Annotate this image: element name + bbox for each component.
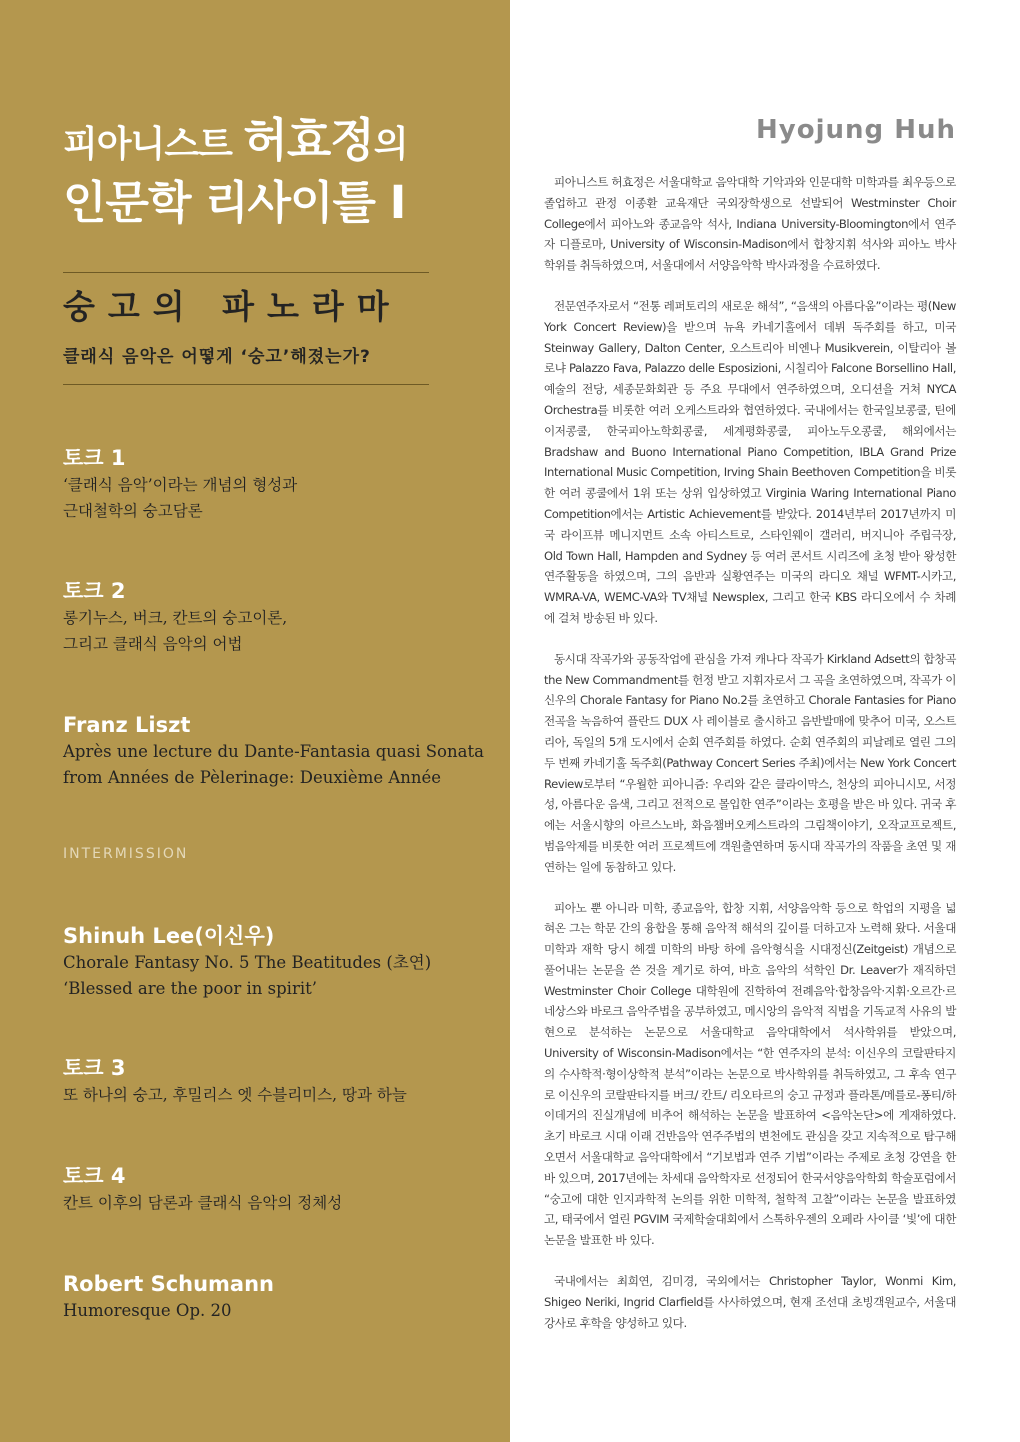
program-item-heading: 토크 4 (63, 1164, 126, 1188)
program-item-shinuh-lee (63, 922, 483, 1002)
recital-title-line1 (63, 113, 408, 167)
program-item-line: 칸트 이후의 담론과 클래식 음악의 정체성 (63, 1194, 343, 1212)
program-item-heading: 토크 2 (63, 579, 126, 603)
program-item-heading: 토크 3 (63, 1056, 126, 1080)
intermission-label: INTERMISSION (63, 846, 189, 862)
program-item-line: 또 하나의 숭고, 후밀리스 엣 수블리미스, 땅과 하늘 (63, 1086, 407, 1104)
program-item-line: ‘클래식 음악’이라는 개념의 형성과 (63, 476, 298, 494)
program-tagline: 클래식 음악은 어떻게 ‘숭고’해졌는가? (63, 347, 371, 367)
biography-panel (510, 0, 1020, 1442)
biography-title: Hyojung Huh (756, 115, 956, 145)
program-item-schumann (63, 1270, 483, 1324)
program-item-line: Après une lecture du Dante-Fantasia quasi Sonata (63, 742, 484, 761)
program-item-heading: Franz Liszt (63, 713, 191, 737)
title-suffix: 의 (373, 124, 408, 165)
bio-paragraph: 피아니스트 허효정은 서울대학교 음악대학 기악과와 인문대학 미학과를 최우등으로 졸업하고 관정 이종환 교육재단 국외장학생으로 선발되어 Westminster Choir College에서 피아노와 종교음악 석사, Indiana University-Bloomington에서 연주자 디플로마, University of Wisconsin-Madison에서 합창지휘 석사와 피아노 박사학위를 취득하였으며, 서울대에서 서양음악학 박사과정을 수료하였다. (544, 175, 956, 273)
divider-top (63, 272, 429, 273)
program-item-liszt (63, 711, 483, 791)
bio-paragraph: 국내에서는 최희연, 김미경, 국외에서는 Christopher Taylor, Wonmi Kim, Shigeo Neriki, Ingrid Clarfield를 사사하였으며, 현재 조선대 초빙객원교수, 서울대 강사로 후학을 양성하고 있다. (544, 1274, 956, 1330)
program-item-line: Humoresque Op. 20 (63, 1301, 232, 1320)
pianist-name: 허효정 (243, 113, 374, 167)
biography-body (544, 172, 956, 1353)
program-item-heading: Robert Schumann (63, 1272, 275, 1296)
program-item-heading: Shinuh Lee(이신우) (63, 924, 275, 948)
program-item-line: from Années de Pèlerinage: Deuxième Année (63, 768, 442, 787)
program-item-line: 롱기누스, 버크, 칸트의 숭고이론, (63, 609, 288, 627)
bio-paragraph: 전문연주자로서 “전통 레퍼토리의 새로운 해석”, “음색의 아름다움”이라는 평(New York Concert Review)을 받으며 뉴욕 카네기홀에서 데뷔 독주회를 하고, 미국 Steinway Gallery, Dalton Center, 오스트리아 비엔나 Musikverein, 이탈리아 볼로냐 Palazzo Fava, Palazzo delle Esposizioni, 시칠리아 Falcone Borsellino Hall, 예술의 전당, 세종문화회관 등 주요 무대에서 연주하였으며, 오디션을 거쳐 NYCA Orchestra를 비롯한 여러 오케스트라와 협연하였다. 국내에서는 한국일보콩쿨, 틴에이저콩쿨, 한국피아노학회콩쿨, 세계평화콩쿨, 피아노두오콩쿨, 해외에서는 Bradshaw and Buono International Piano Competition, IBLA Grand Prize International Music Competition, Irving Shain Beethoven Competition을 비롯한 여러 콩쿨에서 1위 또는 상위 입상하였고 Virginia Waring International Piano Competition에서는 Artistic Achievement를 받았다. 2014년부터 2017년까지 미국 라이프뷰 메니지먼트 소속 아티스트로, 스타인웨이 갤러리, 버지니아 주립극장, Old Town Hall, Hampden and Sydney 등 여러 콘서트 시리즈에 초청 받아 왕성한 연주활동을 하였으며, 그의 음반과 실황연주는 미국의 라디오 채널 WFMT-시카고, WMRA-VA, WEMC-VA와 TV채널 Newsplex, 그리고 한국 KBS 라디오에서 수 차례에 걸쳐 방송된 바 있다. (544, 298, 956, 625)
program-item-talk4 (63, 1162, 483, 1216)
program-item-talk3 (63, 1054, 483, 1108)
program-item-line: ‘Blessed are the poor in spirit’ (63, 979, 317, 998)
bio-paragraph: 피아노 뿐 아니라 미학, 종교음악, 합창 지휘, 서양음악학 등으로 학업의 지평을 넓혀온 그는 학문 간의 융합을 통해 음악적 해석의 깊이를 더하고자 노력해 왔다. 서울대 미학과 재학 당시 헤겔 미학의 바탕 하에 음악형식을 시대정신(Zeitgeist) 개념으로 풀어내는 논문을 쓴 것을 계기로 하여, 바흐 음악의 석학인 Dr. Leaver가 재직하던 Westminster Choir College 대학원에 진학하여 전례음악·합창음악·지휘·오르간·르네상스와 바로크 음악주법을 공부하였고, 메시앙의 음악적 직법을 기독교적 사유의 발현으로 분석하는 논문으로 서울대학교 음악대학에서 석사학위를 받았으며, University of Wisconsin-Madison에서는 “한 연주자의 분석: 이신우의 코랄판타지의 수사학적·형이상학적 분석”이라는 논문으로 박사학위를 취득하였고, 그 후속 연구로 이신우의 코랄판타지를 버크/ 칸트/ 리오타르의 숭고 규정과 플라톤/메를로-퐁티/하이데거의 진실개념에 비추어 해석하는 논문을 발표하여 <음악논단>에 게재하였다. 초기 바로크 시대 이래 건반음악 연주주법의 변천에도 관심을 갖고 지속적으로 탐구해 오면서 서울대학교 음악대학에서 “기보법과 연주 기법”이라는 주제로 초청 강연을 한 바 있으며, 2017년에는 차세대 음악학자로 선정되어 한국서양음악학회 학술포럼에서 “숭고에 대한 인지과학적 논의를 위한 미학적, 철학적 고찰”이라는 논문을 발표하였고, 태국에서 열린 PGVIM 국제학술대회에서 스톡하우젠의 오페라 사이클 ‘빛’에 대한 논문을 발표한 바 있다. (544, 900, 956, 1248)
program-item-talk1 (63, 444, 483, 524)
program-item-heading: 토크 1 (63, 446, 126, 470)
recital-title-line2: 인문학 리사이틀 I (63, 176, 406, 229)
title-prefix: 피아니스트 (63, 124, 244, 165)
program-item-talk2 (63, 577, 483, 657)
program-item-line: 근대철학의 숭고담론 (63, 502, 203, 520)
program-subtitle: 숭고의 파노라마 (63, 287, 402, 326)
divider-bottom (63, 384, 429, 385)
bio-paragraph: 동시대 작곡가와 공동작업에 관심을 가져 캐나다 작곡가 Kirkland Adsett의 합창곡 the New Commandment를 헌정 받고 지휘자로서 그 곡을 초연하였으며, 작곡가 이신우의 Chorale Fantasy for Piano No.2를 초연하고 Chorale Fantasies for Piano 전곡을 녹음하여 플란드 DUX 사 레이블로 출시하고 음반발매에 맞추어 미국, 오스트리아, 독일의 5개 도시에서 순회 연주회를 하였다. 순회 연주회의 피날레로 열린 그의 두 번째 카네기홀 독주회(Pathway Concert Series 주최)에서는 New York Concert Review로부터 “우월한 피아니즘: 우리와 같은 클라이막스, 천상의 피아니시모, 서정성, 아름다운 음색, 그리고 전적으로 몰입한 연주”이라는 호평을 받은 바 있다. 귀국 후에는 서울시향의 아르스노바, 화음챔버오케스트라의 그림책이야기, 오작교프로젝트, 범음악제를 비롯한 여러 프로젝트에 객원출연하며 동시대 작곡가의 작품을 초연 및 재연하는 일에 동참하고 있다. (544, 651, 956, 874)
program-item-line: 그리고 클래식 음악의 어법 (63, 635, 243, 653)
program-item-line: Chorale Fantasy No. 5 The Beatitudes (초연) (63, 953, 432, 972)
